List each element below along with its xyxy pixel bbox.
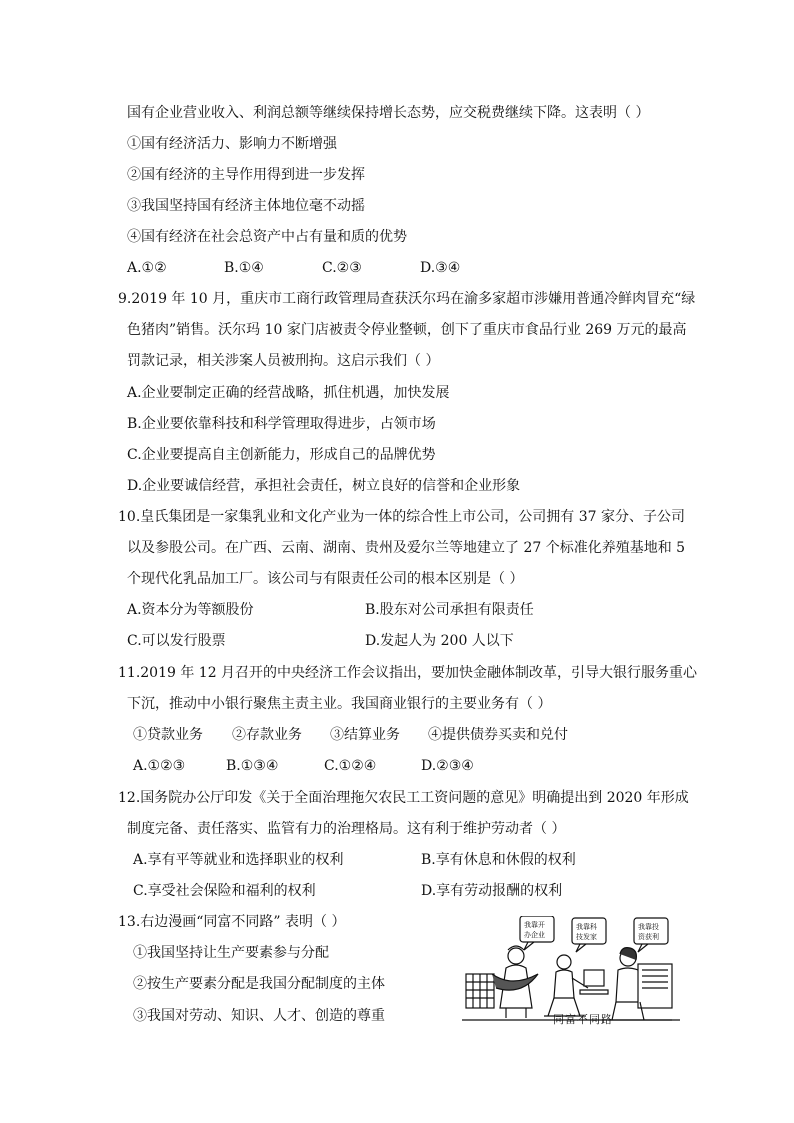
q11-item-4: ④提供债券买卖和兑付 (428, 727, 568, 743)
q10-choice-c: C.可以发行股票 (127, 633, 226, 649)
q8-item-4: ④国有经济在社会总资产中占有量和质的优势 (127, 229, 407, 245)
q8-item-3: ③我国坚持国有经济主体地位毫不动摇 (127, 198, 365, 214)
bubble-1-line-1: 我靠开 (524, 921, 545, 929)
q13-item-2: ②按生产要素分配是我国分配制度的主体 (133, 976, 385, 992)
q8-item-1: ①国有经济活力、影响力不断增强 (127, 136, 337, 152)
q11-choice-d: D.②③④ (421, 758, 474, 774)
q10-choice-a: A.资本分为等额股份 (127, 602, 254, 618)
q10-stem-line-2: 以及参股公司。在广西、云南、湖南、贵州及爱尔兰等地建立了 27 个标准化养殖基地和 5 (127, 540, 686, 556)
bubble-3-line-1: 我靠投 (638, 923, 659, 931)
q11-item-3: ③结算业务 (330, 727, 400, 743)
speech-bubble-2 (572, 918, 606, 952)
q9-choice-a: A.企业要制定正确的经营战略，抓住机遇，加快发展 (127, 385, 450, 401)
bubble-2-line-1: 我靠科 (576, 923, 597, 931)
q9-stem-line-3: 罚款记录，相关涉案人员被刑拘。这启示我们（ ） (127, 353, 440, 369)
q12-stem-line-2: 制度完备、责任落实、监管有力的治理格局。这有利于维护劳动者（ ） (127, 821, 566, 837)
q8-choice-b: B.①④ (224, 260, 264, 276)
bubble-1-line-2: 办企业 (524, 931, 545, 939)
q12-choice-c: C.享受社会保险和福利的权利 (133, 883, 316, 899)
cartoon-caption: 同富不同路 (553, 1013, 613, 1026)
q8-choice-c: C.②③ (322, 260, 362, 276)
bubble-3-line-2: 资获利 (638, 933, 659, 941)
q9-choice-d: D.企业要诚信经营，承担社会责任，树立良好的信誉和企业形象 (127, 478, 521, 494)
q9-choice-b: B.企业要依靠科技和科学管理取得进步，占领市场 (127, 416, 436, 432)
q11-choice-a: A.①②③ (133, 758, 186, 774)
q10-stem-line-3: 个现代化乳品加工厂。该公司与有限责任公司的根本区别是（ ） (127, 571, 524, 587)
q11-item-1: ①贷款业务 (133, 727, 203, 743)
q12-choice-b: B.享有休息和休假的权利 (421, 852, 576, 868)
q10-stem-line-1: 10.皇氏集团是一家集乳业和文化产业为一体的综合性上市公司，公司拥有 37 家分、子公司 (118, 509, 685, 525)
figure-investor (608, 948, 672, 1020)
q11-choice-c: C.①②④ (324, 758, 377, 774)
q9-stem-line-1: 9.2019 年 10 月，重庆市工商行政管理局查获沃尔玛在渝多家超市涉嫌用普通冷鲜肉冒充“绿 (118, 291, 696, 307)
speech-bubble-3 (634, 918, 668, 952)
q13-item-3: ③我国对劳动、知识、人才、创造的尊重 (133, 1008, 385, 1024)
q10-choice-b: B.股东对公司承担有限责任 (365, 602, 534, 618)
q11-stem-line-1: 11.2019 年 12 月召开的中央经济工作会议指出，要加快金融体制改革，引导大银行服务重心 (118, 665, 698, 681)
q8-choice-a: A.①② (127, 260, 167, 276)
q8-choice-d: D.③④ (420, 260, 461, 276)
q12-stem-line-1: 12.国务院办公厅印发《关于全面治理拖欠农民工工资问题的意见》明确提出到 2020 年形成 (118, 790, 689, 806)
q10-choice-d: D.发起人为 200 人以下 (365, 633, 514, 649)
bubble-2-line-2: 技发家 (576, 933, 597, 941)
q12-choice-a: A.享有平等就业和选择职业的权利 (133, 852, 344, 868)
q12-choice-d: D.享有劳动报酬的权利 (421, 883, 563, 899)
figure-worker (466, 946, 538, 1018)
q8-item-2: ②国有经济的主导作用得到进一步发挥 (127, 167, 365, 183)
q11-item-2: ②存款业务 (232, 727, 302, 743)
q13-stem: 13.右边漫画“同富不同路” 表明（ ） (118, 914, 346, 930)
q11-choice-b: B.①③④ (226, 758, 279, 774)
figure-scientist (544, 955, 608, 1016)
q9-choice-c: C.企业要提高自主创新能力，形成自己的品牌优势 (127, 447, 436, 463)
q11-stem-line-2: 下沉，推动中小银行聚焦主责主业。我国商业银行的主要业务有（ ） (127, 696, 552, 712)
q8-stem: 国有企业营业收入、利润总额等继续保持增长态势，应交税费继续下降。这表明（ ） (127, 105, 650, 121)
q9-stem-line-2: 色猪肉”销售。沃尔玛 10 家门店被责令停业整顿，创下了重庆市食品行业 269 万元的最高 (127, 322, 687, 338)
q13-item-1: ①我国坚持让生产要素参与分配 (133, 945, 329, 961)
speech-bubble-1 (520, 916, 554, 950)
